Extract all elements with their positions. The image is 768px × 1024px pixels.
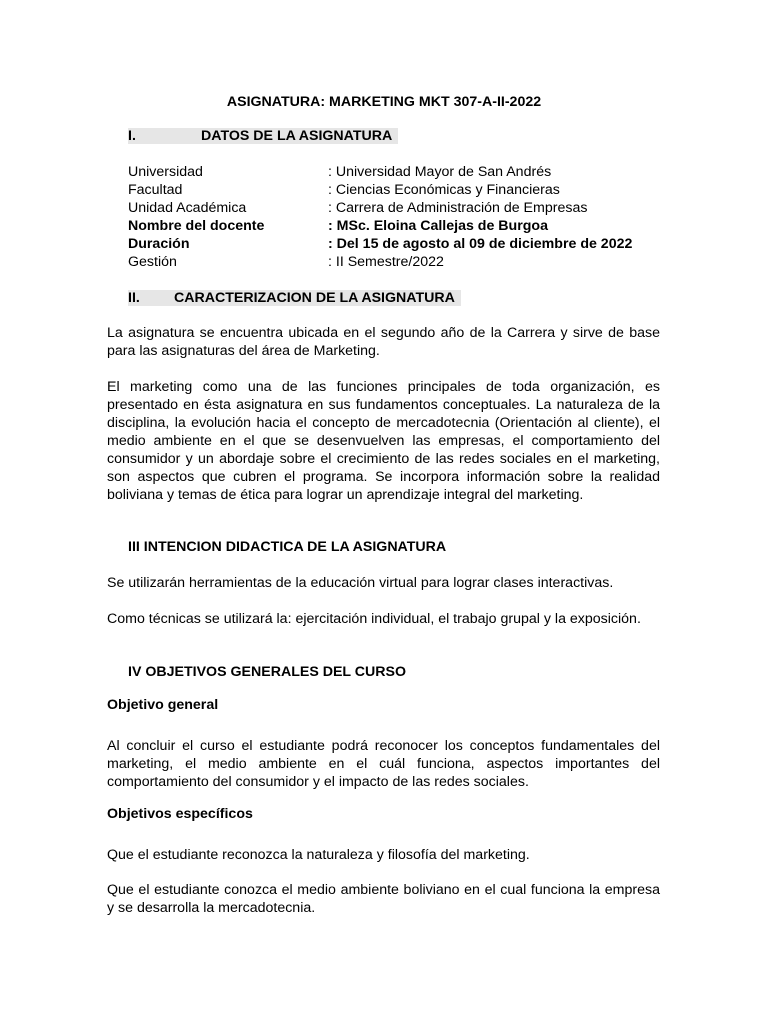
section-heading-caracterizacion xyxy=(128,289,461,307)
paragraph-herramientas: Se utilizarán herramientas de la educación virtual para lograr clases interactivas. xyxy=(107,575,614,591)
section-title: DATOS DE LA ASIGNATURA xyxy=(201,128,393,144)
info-label: Universidad xyxy=(128,164,203,180)
document-title: ASIGNATURA: MARKETING MKT 307-A-II-2022 xyxy=(226,94,542,110)
info-value: : MSc. Eloina Callejas de Burgoa xyxy=(328,218,548,234)
info-value: : Ciencias Económicas y Financieras xyxy=(328,182,560,198)
info-label: Facultad xyxy=(128,182,183,198)
paragraph-objetivo-1: Que el estudiante reconozca la naturaleza y filosofía del marketing. xyxy=(107,847,530,863)
info-value: : II Semestre/2022 xyxy=(328,254,444,270)
subheading-objetivo-general: Objetivo general xyxy=(107,697,219,713)
section-heading-datos xyxy=(128,127,398,145)
info-label: Gestión xyxy=(128,254,177,270)
section-heading-intencion: III INTENCION DIDACTICA DE LA ASIGNATURA xyxy=(128,539,447,555)
info-value: : Universidad Mayor de San Andrés xyxy=(328,164,552,180)
paragraph-tecnicas: Como técnicas se utilizará la: ejercitación individual, el trabajo grupal y la exposición. xyxy=(107,611,641,627)
paragraph-objetivo-2: Que el estudiante conozca el medio ambiente boliviano en el cual funciona la empresa y se desarrolla la mercadotecnia. xyxy=(107,882,660,916)
info-value: : Del 15 de agosto al 09 de diciembre de 2022 xyxy=(328,236,633,252)
paragraph-ubicacion: La asignatura se encuentra ubicada en el segundo año de la Carrera y sirve de base para las asignaturas del área de Marketing. xyxy=(107,325,660,359)
paragraph-objetivo-general: Al concluir el curso el estudiante podrá reconocer los conceptos fundamentales del marketing, el medio ambiente en el cuál funciona, aspectos importantes del comportamiento del consumidor y el impacto de las redes sociales. xyxy=(107,738,660,790)
info-label: Unidad Académica xyxy=(128,200,247,216)
section-number: II. xyxy=(128,290,140,306)
section-title: CARACTERIZACION DE LA ASIGNATURA xyxy=(174,290,455,306)
subheading-objetivos-especificos: Objetivos específicos xyxy=(107,806,253,822)
info-label: Duración xyxy=(128,236,190,252)
paragraph-marketing: El marketing como una de las funciones principales de toda organización, es presentado en ésta asignatura en sus fundamentos conceptuales. La naturaleza de la disciplina, la evolución hacia el concepto de mercadotecnia (Orientación al cliente), el medio ambiente en el que se desenvuelven las empresas, el comportamiento del consumidor y un abordaje sobre el crecimiento de las redes sociales en el marketing, son aspectos que cubren el programa. Se incorpora información sobre la realidad boliviana y temas de ética para lograr un aprendizaje integral del marketing. xyxy=(107,379,660,503)
section-heading-objetivos: IV OBJETIVOS GENERALES DEL CURSO xyxy=(128,664,407,680)
info-value: : Carrera de Administración de Empresas xyxy=(328,200,588,216)
section-number: I. xyxy=(128,128,136,144)
info-label: Nombre del docente xyxy=(128,218,265,234)
